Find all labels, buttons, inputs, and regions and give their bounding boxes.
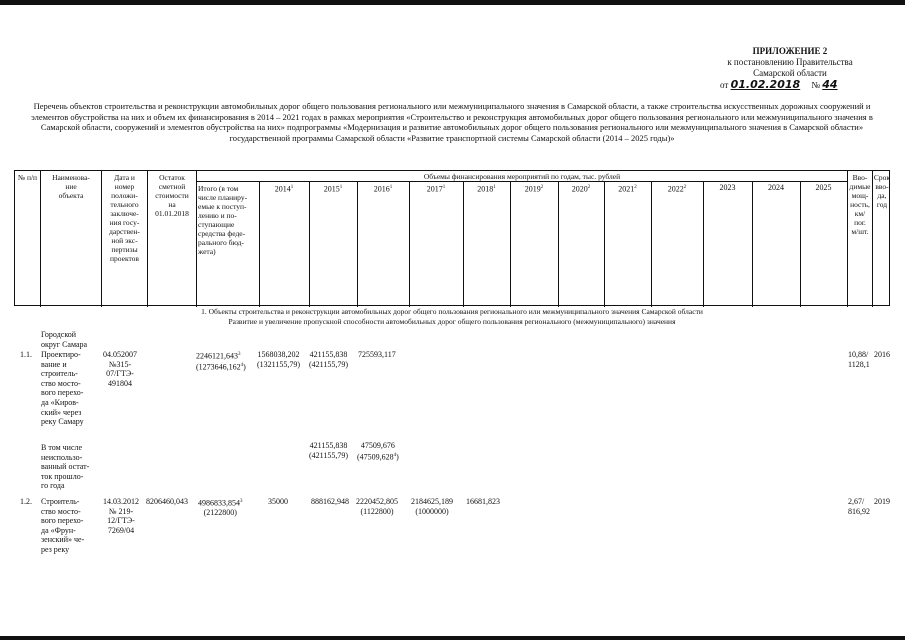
row-total: 2246121,643$^3$ (1273646,162$^4$)	[196, 351, 246, 372]
row-expertise: 14.03.2012 № 219- 12/ГТЭ- 7269/04	[103, 497, 139, 535]
row-number: 1.2.	[20, 497, 32, 506]
row-capacity: 10,88/ 1128,1	[848, 350, 870, 369]
residual-label: В том числе неиспользо- ванный остат- ток прошло- го года	[41, 443, 90, 491]
residual-2016: 47509,676 (47509,628$^4$)	[357, 441, 399, 462]
row-2014: 1568038,202 (1321155,79)	[257, 350, 301, 369]
header-year-2018: 2018$^1$	[477, 184, 496, 194]
appendix-title: ПРИЛОЖЕНИЕ 2	[752, 46, 828, 56]
header-col-balance: Остаток сметной стоимости на 01.01.2018	[155, 173, 189, 218]
row-expertise: 04.052007 №315- 07/ГТЭ- 491804	[103, 350, 137, 388]
appendix-line: Самарской области	[753, 68, 827, 78]
district-label: Городской округ Самара	[41, 330, 88, 349]
header-col-total: Итого (в том числе планиру- емые к поступ- лению и по- ступающие средства феде- рального бюд- жета)	[198, 184, 248, 256]
header-funding-group: Объемы финансирования мероприятий по годам, тыс. рублей	[423, 172, 621, 181]
handwritten-date: 01.02.2018	[730, 78, 801, 91]
row-number: 1.1.	[20, 350, 32, 359]
row-term: 2019	[874, 497, 890, 506]
bottom-border-bar	[0, 636, 905, 640]
top-border-bar	[0, 0, 905, 5]
header-year-2023: 2023	[719, 183, 736, 192]
row-2018: 16681,823	[466, 497, 500, 506]
row-term: 2016	[874, 350, 890, 359]
header-year-2024: 2024	[768, 183, 784, 192]
document-heading: Перечень объектов строительства и реконструкции автомобильных дорог общего пользования регионального или межмуниципального значения в Самарской области, а также строительства искусственных дорожных сооружений и элементов обустройства на них и объем их финансирования в 2014 – 2021 годах в рамках мероприятия «Строительство и реконструкция автомобильных дорог общего пользования регионального или межмуниципального значения в Самарской области, сооружений и элементов обустройства на них» подпрограммы «Модернизация и развитие автомобильных дорог общего пользования регионального или межмуниципального значения в Самарской области» государственной программы Самарской области «Развитие транспортной системы Самарской области (2014 – 2025 годы)»	[31, 101, 873, 143]
row-2014: 35000	[268, 497, 288, 506]
row-2015: 421155,838 (421155,79)	[309, 350, 349, 369]
row-balance: 8206460,043	[146, 497, 188, 506]
header-year-2020: 2020$^2$	[571, 184, 591, 194]
header-col-number: № п/п	[17, 173, 38, 182]
header-col-expertise: Дата и номер положи- тельного заключе- ния госу- дарствен- ной экс- пертизы проектов	[109, 173, 140, 263]
header-col-term: Срок вво- да, год	[873, 173, 891, 209]
appendix-date-line: от 01.02.2018 № 44	[720, 78, 838, 91]
handwritten-number: 44	[822, 78, 838, 91]
header-year-2019: 2019$^2$	[524, 184, 544, 194]
row-2016: 725593,117	[358, 350, 396, 359]
row-2015: 888162,948	[311, 497, 349, 506]
header-year-2025: 2025	[815, 183, 832, 192]
header-year-2022: 2022$^2$	[667, 184, 687, 194]
header-year-2015: 2015$^1$	[323, 184, 343, 194]
header-col-capacity: Вво- димые мощ- ность, км/ пог. м/шт.	[849, 173, 871, 236]
row-2017: 2184625,189 (1000000)	[411, 497, 453, 516]
table-header	[14, 170, 890, 306]
header-col-name: Наименова- ние объекта	[52, 173, 90, 200]
section-title: 1. Объекты строительства и реконструкции автомобильных дорог общего пользования регионального или межмуниципального значения Самарской области	[201, 307, 703, 316]
header-year-2017: 2017$^1$	[426, 184, 446, 194]
row-capacity: 2,67/ 816,92	[848, 497, 870, 516]
header-year-2021: 2021$^2$	[618, 184, 637, 194]
row-object-name: Строитель- ство мосто- вого перехо- да «Фрун- зенский» че- рез реку	[41, 497, 85, 554]
row-object-name: Проектиро- вание и строитель- ство мосто- вого перехо- да «Киров- ский» через реку Самару	[41, 350, 84, 427]
row-total: 4986833,854$^3$ (2122800)	[198, 498, 243, 518]
header-year-2014: 2014$^1$	[274, 184, 294, 194]
header-year-2016: 2016$^1$	[373, 184, 393, 194]
residual-2015: 421155,838 (421155,79)	[309, 441, 349, 460]
appendix-line: к постановлению Правительства	[727, 57, 853, 67]
row-2016: 2220452,805 (1122800)	[356, 497, 398, 516]
section-subtitle: Развитие и увеличение пропускной способности автомобильных дорог общего пользования регионального (межмуниципального) значения	[228, 317, 676, 326]
appendix-block	[640, 46, 900, 91]
